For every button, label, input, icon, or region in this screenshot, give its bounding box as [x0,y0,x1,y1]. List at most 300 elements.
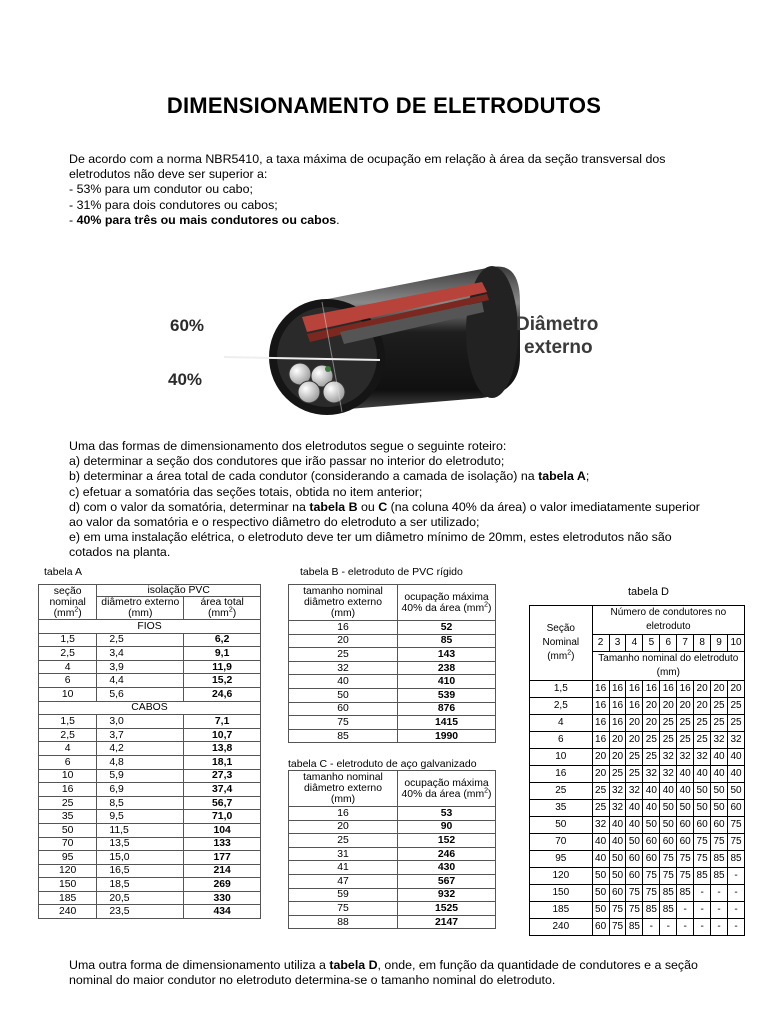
table-d-value-cell: 25 [711,715,728,732]
table-d-value-cell: 75 [677,868,694,885]
table-d-value-cell: 25 [711,698,728,715]
table-d-value-cell: - [711,902,728,919]
label-60-percent: 60% [170,316,205,335]
table-a-cabos-diametro-cell: 4,8 [97,755,184,769]
roteiro-d-mid: ou [357,499,379,514]
table-a-cabos-area-cell: 214 [184,864,261,878]
table-c-ocupacao-cell: 246 [398,847,496,861]
table-d-value-cell: 85 [694,868,711,885]
table-d-secao-cell: 35 [530,800,593,817]
table-a-cabos-secao-cell: 16 [39,783,97,797]
table-c-ocupacao-cell: 53 [398,807,496,821]
table-b-ocupacao-cell: 1990 [398,729,496,743]
table-row [39,905,261,919]
table-a-cabos-secao-cell: 25 [39,796,97,810]
table-d-value-cell: 40 [728,766,745,783]
table-d-value-cell: 60 [728,800,745,817]
table-d-value-cell: 40 [711,766,728,783]
table-a-cabos-secao-cell: 2,5 [39,728,97,742]
table-d-value-cell: 25 [626,766,643,783]
table-row [289,807,496,821]
roteiro-b-post: ; [585,469,590,484]
table-d-value-cell: 50 [677,800,694,817]
bullet-prefix: - [69,212,77,227]
roteiro-d-bold1: tabela B [309,499,358,514]
table-d-header-num: Número de condutores no eletroduto [592,606,744,635]
table-a-cabos-secao-cell: 50 [39,823,97,837]
table-row [289,661,496,675]
table-d-value-cell: 50 [711,800,728,817]
table-d-value-cell: 16 [643,681,660,698]
table-d-value-cell: 50 [592,885,609,902]
intro-bullet-3 [69,213,709,228]
table-d-count-cell: 3 [609,635,626,652]
table-d-value-cell: 75 [660,868,677,885]
table-d-value-cell: 16 [677,681,694,698]
table-d-value-cell: 20 [592,749,609,766]
table-row [39,891,261,905]
table-d-count-cell: 5 [643,635,660,652]
table-row [39,674,261,688]
table-a-cabos-secao-cell: 70 [39,837,97,851]
table-d-value-cell: 60 [626,851,643,868]
table-d-secao-cell: 185 [530,902,593,919]
table-d-value-cell: 40 [626,800,643,817]
table-d-value-cell: 20 [694,681,711,698]
table-c-tamanho-cell: 47 [289,874,398,888]
table-d-value-cell: 40 [694,766,711,783]
table-d-value-cell: 50 [592,902,609,919]
table-a-cabos-secao-cell: 95 [39,851,97,865]
table-d-value-cell: 25 [643,732,660,749]
table-a-cabos-secao-cell: 120 [39,864,97,878]
table-d-value-cell: 20 [728,681,745,698]
table-a-fios-area-cell: 24,6 [184,687,261,701]
footer-pre: Uma outra forma de dimensionamento utiliza a [69,958,330,972]
table-d-value-cell: 25 [643,749,660,766]
intro-bullet-2: - 31% para dois condutores ou cabos; [69,197,278,212]
table-d-value-cell: 60 [626,868,643,885]
table-a-cabos-area-cell: 177 [184,851,261,865]
table-c-ocupacao-cell: 1525 [398,902,496,916]
table-d-value-cell: 25 [677,715,694,732]
table-d-value-cell: 60 [643,834,660,851]
table-a-cabos-area-cell: 27,3 [184,769,261,783]
table-row [289,621,496,635]
table-row [39,823,261,837]
table-d-value-cell: 40 [626,817,643,834]
table-d-value-cell: 50 [711,783,728,800]
table-row [530,732,745,749]
table-row [530,817,745,834]
table-d-value-cell: 40 [643,800,660,817]
table-d-value-cell: 20 [626,732,643,749]
table-c-tamanho-cell: 75 [289,902,398,916]
table-a-cabos-diametro-cell: 3,0 [97,715,184,729]
table-row [530,885,745,902]
table-d-value-cell: 50 [694,800,711,817]
table-b-ocupacao-cell: 539 [398,688,496,702]
table-d-value-cell: - [728,919,745,936]
roteiro-a: a) determinar a seção dos condutores que irão passar no interior do eletroduto; [69,454,505,469]
table-row [39,755,261,769]
table-d-value-cell: 20 [592,766,609,783]
roteiro-intro: Uma das formas de dimensionamento dos eletrodutos segue o seguinte roteiro: [69,439,507,453]
intro-paragraph [69,152,709,228]
table-a-header-isolacao: isolação PVC [97,585,261,597]
table-c-header-ocupacao: ocupação máxima 40% da área $(mm^2)$ [398,771,496,807]
table-d-value-cell: 75 [643,885,660,902]
table-a-cabos-diametro-cell: 13,5 [97,837,184,851]
table-d-value-cell: 25 [728,698,745,715]
table-c-caption: tabela C - eletroduto de aço galvanizado [288,758,477,770]
table-d-value-cell: 85 [660,885,677,902]
table-d-value-cell: 75 [626,885,643,902]
table-a-area-label: área total [200,597,244,608]
table-d-secao-cell: 25 [530,783,593,800]
table-d-value-cell: 60 [592,919,609,936]
table-row [39,647,261,661]
table-c-ocupacao-cell: 152 [398,834,496,848]
table-row [289,902,496,916]
table-b-ocupacao-cell: 52 [398,621,496,635]
table-row [530,749,745,766]
table-d-caption: tabela D [628,586,669,598]
footer-paragraph [69,958,709,988]
table-d [529,605,745,936]
table-d-value-cell: 40 [711,749,728,766]
table-d-value-cell: - [643,919,660,936]
table-d-value-cell: 50 [660,817,677,834]
table-a-cabos-section: CABOS [39,701,261,715]
table-d-value-cell: 20 [711,681,728,698]
table-a-cabos-diametro-cell: 9,5 [97,810,184,824]
table-a-cabos-diametro-cell: 5,9 [97,769,184,783]
table-d-value-cell: 16 [609,698,626,715]
table-a-cabos-area-cell: 10,7 [184,728,261,742]
table-a-cabos-area-cell: 37,4 [184,783,261,797]
table-d-value-cell: 20 [660,698,677,715]
table-d-value-cell: 60 [643,851,660,868]
table-a-cabos-area-cell: 434 [184,905,261,919]
table-d-value-cell: 50 [609,868,626,885]
table-d-value-cell: 25 [660,715,677,732]
table-b-ocupacao-cell: 876 [398,702,496,716]
table-a-secao-unit: (mm [53,607,75,619]
table-d-value-cell: 20 [643,698,660,715]
table-d-value-cell: 16 [592,698,609,715]
table-d-value-cell: 60 [677,817,694,834]
table-b-header-tamanho: tamanho nominal diâmetro externo (mm) [289,585,398,621]
table-b-tamanho-cell: 85 [289,729,398,743]
table-d-value-cell: 60 [677,834,694,851]
table-a-fios-area-cell: 11,9 [184,660,261,674]
roteiro-d [69,500,709,530]
table-row [530,715,745,732]
table-d-value-cell: 40 [609,834,626,851]
table-c-ocupacao-cell: 932 [398,888,496,902]
table-d-value-cell: 32 [660,749,677,766]
table-a-header-diametro: diâmetro externo (mm) [97,597,184,620]
table-a-cabos-secao-cell: 1,5 [39,715,97,729]
table-d-value-cell: 60 [694,817,711,834]
table-c-tamanho-cell: 31 [289,847,398,861]
table-d-value-cell: 32 [609,783,626,800]
table-b-tamanho-cell: 75 [289,716,398,730]
table-d-count-cell: 10 [728,635,745,652]
table-d-header-secao: Seção Nominal $(mm^2)$ [530,606,593,681]
table-d-secao-cell: 2,5 [530,698,593,715]
table-d-value-cell: 20 [609,749,626,766]
table-d-value-cell: - [694,919,711,936]
table-d-value-cell: 85 [711,851,728,868]
table-d-value-cell: 75 [609,902,626,919]
table-d-value-cell: 25 [592,800,609,817]
table-d-value-cell: 20 [643,715,660,732]
table-d-value-cell: 25 [694,715,711,732]
table-d-value-cell: 40 [728,749,745,766]
table-a-header-area: área total $(mm^2)$ [184,597,261,620]
table-d-value-cell: 75 [728,834,745,851]
conduit-illustration [162,262,622,428]
table-row [39,715,261,729]
table-b-tamanho-cell: 20 [289,634,398,648]
table-row [39,810,261,824]
table-a-fios-secao-cell: 4 [39,660,97,674]
roteiro-paragraph [69,439,709,561]
table-d-value-cell: 75 [609,919,626,936]
table-d-value-cell: 25 [677,732,694,749]
table-d-value-cell: 32 [592,817,609,834]
table-row [530,698,745,715]
table-a-cabos-area-cell: 18,1 [184,755,261,769]
footer-bold: tabela D [329,958,378,972]
table-a-cabos-secao-cell: 150 [39,878,97,892]
table-d-value-cell: - [711,885,728,902]
table-c-tamanho-cell: 16 [289,807,398,821]
roteiro-d-pre: d) com o valor da somatória, determinar na [69,499,310,514]
table-d-value-cell: 40 [609,817,626,834]
table-d-value-cell: 16 [626,698,643,715]
table-d-value-cell: 20 [626,715,643,732]
table-d-value-cell: 40 [677,766,694,783]
table-a-cabos-secao-cell: 185 [39,891,97,905]
table-row [39,687,261,701]
table-d-secao-cell: 1,5 [530,681,593,698]
table-row [39,864,261,878]
table-row [39,796,261,810]
table-a-cabos-secao-cell: 35 [39,810,97,824]
table-a-cabos-diametro-cell: 4,2 [97,742,184,756]
bullet-suffix: . [336,212,340,227]
table-d-value-cell: - [728,868,745,885]
table-d-value-cell: 25 [728,715,745,732]
table-d-value-cell: - [677,902,694,919]
table-d-value-cell: 16 [609,715,626,732]
table-d-value-cell: 32 [694,749,711,766]
table-b-tamanho-cell: 50 [289,688,398,702]
table-row [39,837,261,851]
table-row [530,868,745,885]
table-a-fios-diametro-cell: 5,6 [97,687,184,701]
table-a-cabos-area-cell: 330 [184,891,261,905]
table-row [289,888,496,902]
table-d-count-cell: 6 [660,635,677,652]
table-row [39,878,261,892]
table-d-value-cell: 60 [711,817,728,834]
table-d-value-cell: 75 [643,868,660,885]
table-d-value-cell: 50 [728,783,745,800]
bullet-bold: 40% para três ou mais condutores ou cabos [76,212,337,227]
table-row [530,783,745,800]
table-d-value-cell: 85 [677,885,694,902]
table-d-secao-cell: 10 [530,749,593,766]
table-d-value-cell: 75 [694,834,711,851]
table-d-value-cell: 50 [626,834,643,851]
table-a-fios-diametro-cell: 4,4 [97,674,184,688]
table-row [530,902,745,919]
table-d-value-cell: 50 [592,868,609,885]
table-d-value-cell: 25 [609,766,626,783]
table-d-secao-cell: 6 [530,732,593,749]
table-d-value-cell: - [711,919,728,936]
table-a-fios-area-cell: 15,2 [184,674,261,688]
table-b-header-ocupacao: ocupação máxima 40% da área $(mm^2)$ [398,585,496,621]
roteiro-e: e) em uma instalação elétrica, o eletroduto deve ter um diâmetro mínimo de 20mm, estes eletrodutos não são cotados na planta. [69,530,672,560]
table-row [530,851,745,868]
table-a-fios-diametro-cell: 2,5 [97,633,184,647]
table-row [289,861,496,875]
table-c-tamanho-cell: 88 [289,915,398,929]
table-d-value-cell: 50 [694,783,711,800]
table-d-value-cell: 75 [677,851,694,868]
table-d-value-cell: 32 [626,783,643,800]
table-d-value-cell: 20 [694,698,711,715]
table-a-cabos-secao-cell: 10 [39,769,97,783]
table-row [289,915,496,929]
roteiro-d-post: (na coluna 40% da área) o valor imediatamente superior ao valor da somatória e o respectivo diâmetro do eletroduto a ser utilizado; [69,499,700,530]
table-d-value-cell: 32 [660,766,677,783]
table-d-secao-cell: 95 [530,851,593,868]
table-b-ocupacao-label: ocupação máxima 40% da área (mm [401,591,489,614]
table-row [39,742,261,756]
table-row [39,851,261,865]
table-d-value-cell: 32 [677,749,694,766]
roteiro-b-bold: tabela A [538,469,586,484]
table-d-value-cell: 40 [592,834,609,851]
table-d-value-cell: 16 [592,715,609,732]
table-d-secao-cell: 50 [530,817,593,834]
table-c-tamanho-cell: 25 [289,834,398,848]
table-d-value-cell: 25 [592,783,609,800]
table-row [289,729,496,743]
roteiro-b [69,469,709,484]
table-row [39,660,261,674]
table-d-value-cell: 25 [626,749,643,766]
table-b-tamanho-cell: 25 [289,648,398,662]
table-row [289,634,496,648]
table-row [289,874,496,888]
table-a-cabos-diametro-cell: 18,5 [97,878,184,892]
table-d-value-cell: - [728,902,745,919]
table-b-ocupacao-cell: 238 [398,661,496,675]
table-d-value-cell: 50 [609,851,626,868]
table-a-fios-diametro-cell: 3,9 [97,660,184,674]
table-a-fios-diametro-cell: 3,4 [97,647,184,661]
table-c-tamanho-cell: 41 [289,861,398,875]
table-b-caption: tabela B - eletroduto de PVC rígido [300,566,463,578]
table-d-value-cell: 20 [609,732,626,749]
table-a-fios-secao-cell: 1,5 [39,633,97,647]
table-d-value-cell: 85 [711,868,728,885]
table-d-value-cell: 85 [643,902,660,919]
table-row [289,648,496,662]
table-a-cabos-area-cell: 13,8 [184,742,261,756]
roteiro-b-pre: b) determinar a área total de cada condutor (considerando a camada de isolação) na [69,469,539,484]
table-a-cabos-area-cell: 104 [184,823,261,837]
table-d-secao-cell: 120 [530,868,593,885]
table-d-value-cell: - [694,902,711,919]
table-b-ocupacao-cell: 143 [398,648,496,662]
table-d-count-cell: 4 [626,635,643,652]
table-d-value-cell: 85 [728,851,745,868]
table-b-tamanho-cell: 60 [289,702,398,716]
table-row [530,800,745,817]
page-title: DIMENSIONAMENTO DE ELETRODUTOS [166,93,602,118]
roteiro-d-bold2: C [378,499,388,514]
table-row [39,769,261,783]
table-a-fios-secao-cell: 6 [39,674,97,688]
table-row [530,919,745,936]
table-c-tamanho-cell: 59 [289,888,398,902]
table-a-cabos-diametro-cell: 15,0 [97,851,184,865]
table-b-ocupacao-cell: 85 [398,634,496,648]
table-a-cabos-diametro-cell: 16,5 [97,864,184,878]
table-a-cabos-secao-cell: 4 [39,742,97,756]
table-a-cabos-secao-cell: 6 [39,755,97,769]
table-b-tamanho-cell: 16 [289,621,398,635]
table-d-value-cell: 85 [660,902,677,919]
table-d-value-cell: 32 [711,732,728,749]
table-d-secao-cell: 4 [530,715,593,732]
table-a-cabos-area-cell: 133 [184,837,261,851]
table-d-value-cell: 40 [660,783,677,800]
table-a-cabos-diametro-cell: 3,7 [97,728,184,742]
table-a-area-unit: (mm [208,608,229,619]
table-a-cabos-area-cell: 269 [184,878,261,892]
table-row [530,834,745,851]
table-d-value-cell: 60 [609,885,626,902]
table-d-value-cell: 85 [626,919,643,936]
table-a-header-secao: seção nominal $(mm^2)$ [39,585,97,620]
table-a-cabos-area-cell: 56,7 [184,796,261,810]
roteiro-c: c) efetuar a somatória das seções totais, obtida no item anterior; [69,484,423,499]
table-b-tamanho-cell: 32 [289,661,398,675]
table-a-fios-area-cell: 9,1 [184,647,261,661]
table-row [530,766,745,783]
table-c-tamanho-cell: 20 [289,820,398,834]
intro-bullet-1: - 53% para um condutor ou cabo; [69,182,253,197]
table-d-value-cell: 75 [694,851,711,868]
table-row [289,847,496,861]
table-c-header-tamanho: tamanho nominal diâmetro externo (mm) [289,771,398,807]
table-c-ocupacao-cell: 2147 [398,915,496,929]
table-d-value-cell: 16 [626,681,643,698]
table-d-secao-cell: 150 [530,885,593,902]
table-d-secao-cell: 240 [530,919,593,936]
table-d-value-cell: 75 [626,902,643,919]
table-a-cabos-diametro-cell: 6,9 [97,783,184,797]
